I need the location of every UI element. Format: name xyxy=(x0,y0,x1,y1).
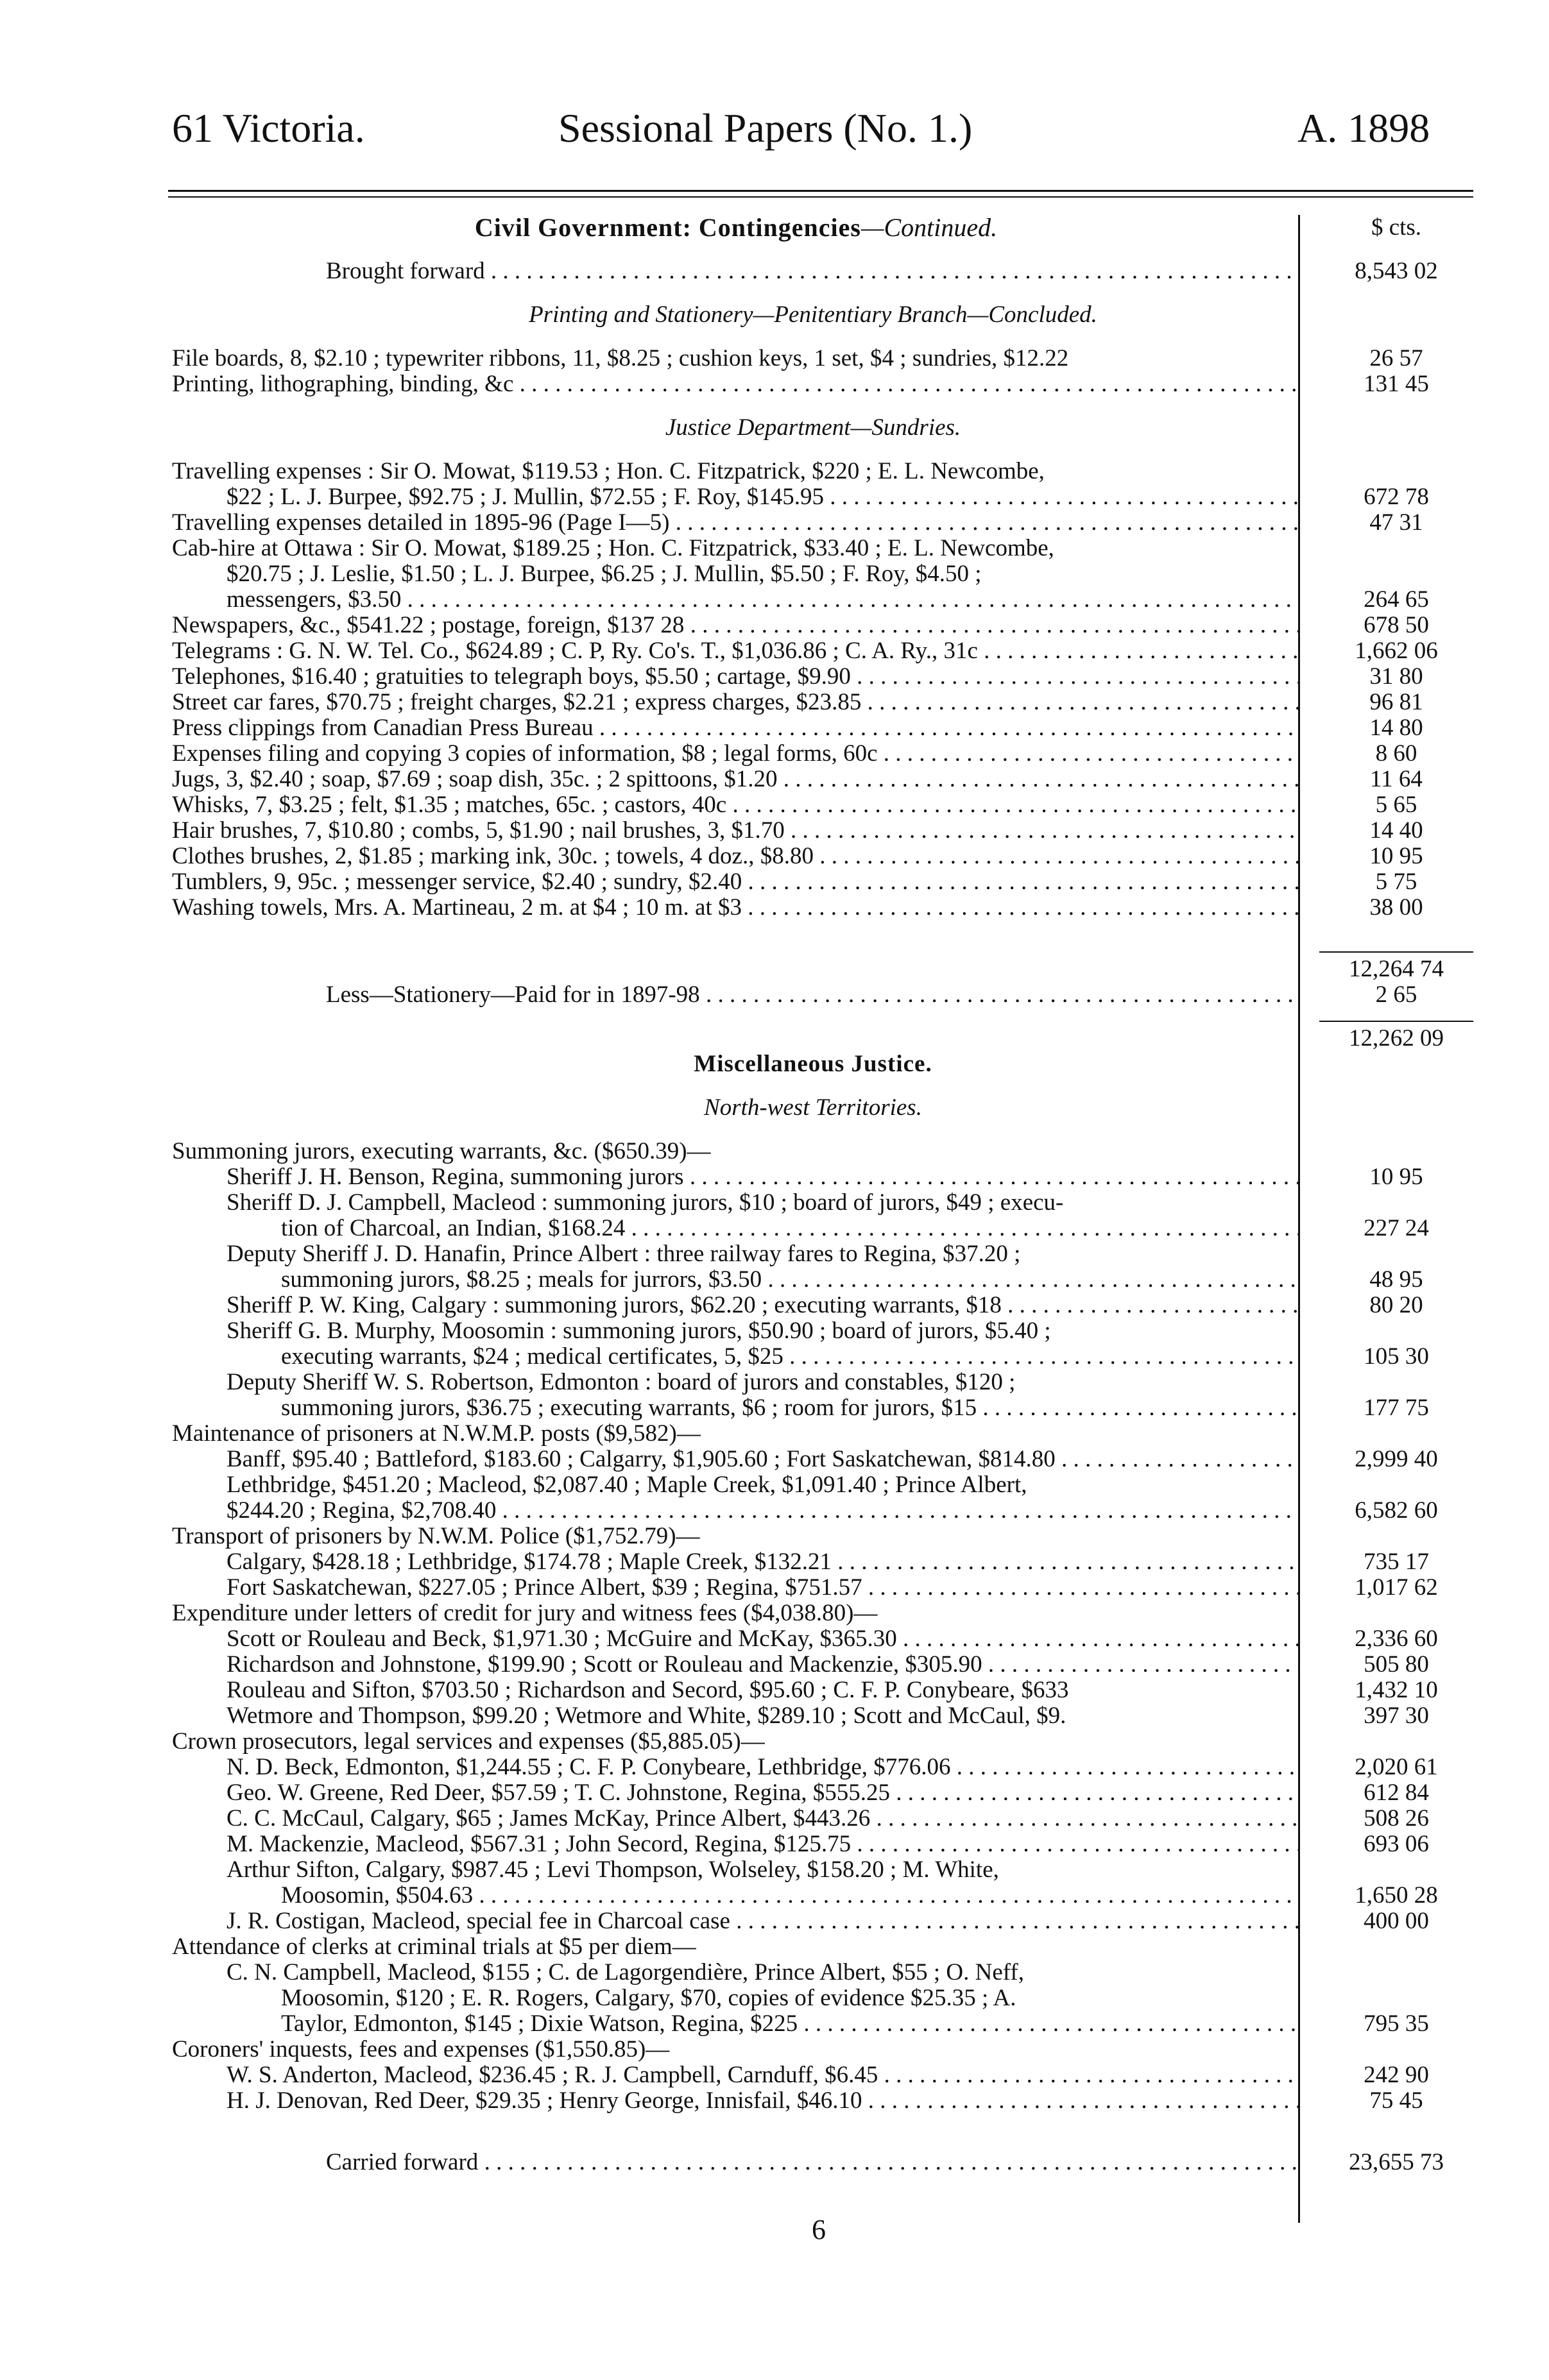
subheading: Miscellaneous Justice. xyxy=(694,1051,932,1077)
entry-text: executing warrants, $24 ; medical certificates, 5, $25 . . . xyxy=(281,1344,1300,1370)
ledger-row xyxy=(172,1395,1473,1421)
entry-text: Sheriff D. J. Campbell, Macleod : summoning jurors, $10 ; board of jurors, $49 ; execu- xyxy=(227,1190,1064,1216)
ledger-row xyxy=(172,1164,1473,1190)
ledger-row xyxy=(172,982,1473,1008)
ledger-row xyxy=(172,1190,1473,1216)
entry-amount: 1,662 06 xyxy=(1355,638,1438,664)
entry-text: Expenditure under letters of credit for jury and witness fees ($4,038.80)— xyxy=(172,1601,878,1626)
ledger-row xyxy=(172,484,1473,510)
entry-text: M. Mackenzie, Macleod, $567.31 ; John Secord, Regina, $125.75 . . . xyxy=(227,1832,1300,1857)
entry-amount: 264 65 xyxy=(1364,586,1429,613)
ledger-row xyxy=(172,561,1473,587)
entry-amount: 508 26 xyxy=(1364,1805,1429,1832)
entry-text: Deputy Sheriff J. D. Hanafin, Prince Albert : three railway fares to Regina, $37.20 ; xyxy=(227,1241,1021,1267)
entry-text: C. N. Campbell, Macleod, $155 ; C. de Lagorgendière, Prince Albert, $55 ; O. Neff, xyxy=(227,1960,1025,1985)
entry-text: Sheriff P. W. King, Calgary : summoning jurors, $62.20 ; executing warrants, $18 . . . xyxy=(227,1293,1300,1318)
entry-text: Wetmore and Thompson, $99.20 ; Wetmore and White, $289.10 ; Scott and McCaul, $9. xyxy=(227,1703,1066,1729)
entry-amount: 38 00 xyxy=(1369,894,1423,921)
entry-text: Street car fares, $70.75 ; freight charges, $2.21 ; express charges, $23.85 . . . xyxy=(172,690,1300,715)
entry-text: File boards, 8, $2.10 ; typewriter ribbons, 11, $8.25 ; cushion keys, 1 set, $4 ; sundries, $12.22 xyxy=(172,346,1069,371)
ledger-row xyxy=(172,2037,1473,2062)
entry-amount: 8,543 02 xyxy=(1355,258,1438,284)
ledger-row xyxy=(172,1729,1473,1755)
ledger-row xyxy=(172,1883,1473,1908)
entry-amount: 400 00 xyxy=(1364,1908,1429,1934)
entry-text: Telephones, $16.40 ; gratuities to telegraph boys, $5.50 ; cartage, $9.90 . . . xyxy=(172,664,1300,690)
entry-text: messengers, $3.50 . . . xyxy=(227,587,1300,613)
entry-amount: 131 45 xyxy=(1364,371,1429,397)
entry-amount: 75 45 xyxy=(1369,2087,1423,2114)
ledger-row xyxy=(172,1241,1473,1267)
entry-amount: 8 60 xyxy=(1375,740,1417,767)
ledger-row xyxy=(172,895,1473,921)
subheading: Justice Department—Sundries. xyxy=(665,415,961,441)
ledger-row xyxy=(172,741,1473,767)
currency-header: $ cts. xyxy=(1371,214,1422,241)
ledger-row xyxy=(172,1421,1473,1447)
entry-text: Crown prosecutors, legal services and expenses ($5,885.05)— xyxy=(172,1729,765,1755)
ledger-row xyxy=(172,371,1473,397)
entry-text: Coroners' inquests, fees and expenses ($1,550.85)— xyxy=(172,2037,670,2062)
entry-amount: 2,020 61 xyxy=(1355,1754,1438,1780)
entry-amount: 31 80 xyxy=(1369,663,1423,690)
header-title: Sessional Papers (No. 1.) xyxy=(558,105,973,151)
entry-amount: 678 50 xyxy=(1364,612,1429,638)
entry-text: Telegrams : G. N. W. Tel. Co., $624.89 ; C. P, Ry. Co's. T., $1,036.86 ; C. A. Ry., 31c . . . xyxy=(172,638,1300,664)
entry-text: Travelling expenses detailed in 1895-96 (Page I—5) . . . xyxy=(172,510,1300,536)
ledger-row xyxy=(172,1703,1473,1729)
ledger-row xyxy=(172,2150,1473,2175)
entry-text: Attendance of clerks at criminal trials at $5 per diem— xyxy=(172,1934,696,1960)
entry-text: Washing towels, Mrs. A. Martineau, 2 m. at $4 ; 10 m. at $3 . . . xyxy=(172,895,1300,921)
ledger-row xyxy=(172,664,1473,690)
ledger-row xyxy=(172,638,1473,664)
subheading-row xyxy=(172,1095,1473,1121)
entry-amount: 735 17 xyxy=(1364,1549,1429,1575)
entry-text: Transport of prisoners by N.W.M. Police ($1,752.79)— xyxy=(172,1524,700,1549)
subheading: North-west Territories. xyxy=(704,1095,922,1121)
ledger-row xyxy=(172,844,1473,869)
ledger-row xyxy=(172,1806,1473,1832)
entry-amount: 23,655 73 xyxy=(1349,2149,1444,2175)
entry-text: Arthur Sifton, Calgary, $987.45 ; Levi Thompson, Wolseley, $158.20 ; M. White, xyxy=(227,1857,999,1883)
subheading: Printing and Stationery—Penitentiary Branch—Concluded. xyxy=(529,302,1097,328)
entry-text: Fort Saskatchewan, $227.05 ; Prince Albert, $39 ; Regina, $751.57 . . . xyxy=(227,1575,1300,1601)
entry-amount: 397 30 xyxy=(1364,1703,1429,1729)
entry-amount: 80 20 xyxy=(1369,1292,1423,1318)
ledger-row xyxy=(172,715,1473,741)
entry-amount: 2,999 40 xyxy=(1355,1446,1438,1472)
entry-amount: 5 75 xyxy=(1375,869,1417,895)
ledger-row xyxy=(172,2011,1473,2037)
entry-text: Deputy Sheriff W. S. Robertson, Edmonton : board of jurors and constables, $120 ; xyxy=(227,1370,1016,1395)
entry-text: $244.20 ; Regina, $2,708.40 . . . xyxy=(227,1498,1300,1524)
subtotal-rule xyxy=(1319,951,1473,953)
ledger-row xyxy=(172,1472,1473,1498)
ledger-row xyxy=(172,869,1473,895)
ledger-row xyxy=(172,2088,1473,2114)
ledger-row xyxy=(172,767,1473,792)
ledger-row xyxy=(172,1678,1473,1703)
entry-text: Scott or Rouleau and Beck, $1,971.30 ; McGuire and McKay, $365.30 . . . xyxy=(227,1626,1300,1652)
header-year: A. 1898 xyxy=(1297,105,1430,151)
ledger-row xyxy=(172,1139,1473,1164)
ledger-row xyxy=(172,1601,1473,1626)
entry-text: Cab-hire at Ottawa : Sir O. Mowat, $189.25 ; Hon. C. Fitzpatrick, $33.40 ; E. L. Newcombe, xyxy=(172,536,1054,561)
entry-amount: 14 80 xyxy=(1369,715,1423,741)
ledger-table xyxy=(172,215,1473,2175)
ledger-row xyxy=(172,1960,1473,1985)
entry-text: Brought forward . . . xyxy=(326,259,1300,284)
page-number: 6 xyxy=(812,2214,826,2245)
ledger-row xyxy=(172,1370,1473,1395)
entry-amount: 1,650 28 xyxy=(1355,1882,1438,1908)
entry-text: Travelling expenses : Sir O. Mowat, $119.53 ; Hon. C. Fitzpatrick, $220 ; E. L. Newcombe, xyxy=(172,459,1045,484)
entry-amount: 6,582 60 xyxy=(1355,1497,1438,1524)
entry-text: Sheriff J. H. Benson, Regina, summoning jurors . . . xyxy=(227,1164,1300,1190)
entry-text: Geo. W. Greene, Red Deer, $57.59 ; T. C. Johnstone, Regina, $555.25 . . . xyxy=(227,1780,1300,1806)
entry-amount: 10 95 xyxy=(1369,843,1423,869)
entry-amount: 672 78 xyxy=(1364,484,1429,510)
ledger-row xyxy=(172,1832,1473,1857)
entry-amount: 2,336 60 xyxy=(1355,1626,1438,1652)
subheading-row xyxy=(172,302,1473,328)
entry-text: J. R. Costigan, Macleod, special fee in Charcoal case . . . xyxy=(227,1908,1300,1934)
ledger-row xyxy=(172,613,1473,638)
entry-amount: 10 95 xyxy=(1369,1164,1423,1190)
ledger-row xyxy=(172,1652,1473,1678)
ledger-row xyxy=(172,346,1473,371)
entry-text: C. C. McCaul, Calgary, $65 ; James McKay, Prince Albert, $443.26 . . . xyxy=(227,1806,1300,1832)
entry-text: W. S. Anderton, Macleod, $236.45 ; R. J. Campbell, Carnduff, $6.45 . . . xyxy=(227,2062,1300,2088)
ledger-row xyxy=(172,2062,1473,2088)
entry-text: Moosomin, $120 ; E. R. Rogers, Calgary, $70, copies of evidence $25.35 ; A. xyxy=(281,1985,1016,2011)
entry-amount: 26 57 xyxy=(1369,345,1423,371)
ledger-row xyxy=(172,1344,1473,1370)
ledger-row xyxy=(172,1498,1473,1524)
entry-text: Printing, lithographing, binding, &c . . . xyxy=(172,371,1300,397)
entry-text: summoning jurors, $36.75 ; executing warrants, $6 ; room for jurors, $15 . . . xyxy=(281,1395,1300,1421)
ledger-row xyxy=(172,690,1473,715)
entry-text: Expenses filing and copying 3 copies of information, $8 ; legal forms, 60c . . . xyxy=(172,741,1300,767)
subtotal-row xyxy=(172,956,1473,982)
entry-text: Newspapers, &c., $541.22 ; postage, foreign, $137 28 . . . xyxy=(172,613,1300,638)
entry-amount: 2 65 xyxy=(1375,982,1417,1008)
entry-amount: 693 06 xyxy=(1364,1831,1429,1857)
entry-amount: 96 81 xyxy=(1369,689,1423,715)
ledger-row xyxy=(172,1447,1473,1472)
ledger-row xyxy=(172,1524,1473,1549)
ledger-row xyxy=(172,459,1473,484)
ledger-row xyxy=(172,1626,1473,1652)
entry-text: Banff, $95.40 ; Battleford, $183.60 ; Calgarry, $1,905.60 ; Fort Saskatchewan, $814.80 . . . xyxy=(227,1447,1300,1472)
entry-text: Rouleau and Sifton, $703.50 ; Richardson and Secord, $95.60 ; C. F. P. Conybeare, $633 xyxy=(227,1678,1069,1703)
section-title: Civil Government: Contingencies xyxy=(474,215,861,242)
entry-amount: 5 65 xyxy=(1375,792,1417,818)
ledger-row xyxy=(172,1267,1473,1293)
ledger-row xyxy=(172,1216,1473,1241)
entry-text: Maintenance of prisoners at N.W.M.P. posts ($9,582)— xyxy=(172,1421,701,1447)
ledger-row xyxy=(172,1293,1473,1318)
header-rule-thin xyxy=(168,196,1473,198)
ledger-row xyxy=(172,1549,1473,1575)
entry-amount: 1,432 10 xyxy=(1355,1677,1438,1703)
section-title-row xyxy=(172,215,1473,241)
entry-text: N. D. Beck, Edmonton, $1,244.55 ; C. F. P. Conybeare, Lethbridge, $776.06 . . . xyxy=(227,1755,1300,1780)
subheading-row xyxy=(172,1051,1473,1077)
entry-amount: 177 75 xyxy=(1364,1395,1429,1421)
entry-text: Less—Stationery—Paid for in 1897-98 . . . xyxy=(326,982,1300,1008)
ledger-row xyxy=(172,1857,1473,1883)
entry-amount: 612 84 xyxy=(1364,1780,1429,1806)
entry-amount: 227 24 xyxy=(1364,1215,1429,1241)
entry-text: summoning jurors, $8.25 ; meals for jurrors, $3.50 . . . xyxy=(281,1267,1300,1293)
entry-amount: 1,017 62 xyxy=(1355,1574,1438,1601)
entry-text: Sheriff G. B. Murphy, Moosomin : summoning jurors, $50.90 ; board of jurors, $5.40 ; xyxy=(227,1318,1051,1344)
ledger-row xyxy=(172,587,1473,613)
ledger-row xyxy=(172,1780,1473,1806)
entry-text: Calgary, $428.18 ; Lethbridge, $174.78 ; Maple Creek, $132.21 . . . xyxy=(227,1549,1300,1575)
ledger-row xyxy=(172,792,1473,818)
entry-text: Carried forward . . . xyxy=(326,2150,1300,2175)
entry-text: Press clippings from Canadian Press Bureau . . . xyxy=(172,715,1300,741)
entry-amount: 47 31 xyxy=(1369,509,1423,536)
ledger-row xyxy=(172,1908,1473,1934)
entry-amount: 14 40 xyxy=(1369,817,1423,844)
header-session: 61 Victoria. xyxy=(172,105,365,151)
entry-amount: 795 35 xyxy=(1364,2010,1429,2037)
ledger-row xyxy=(172,1934,1473,1960)
entry-text: Whisks, 7, $3.25 ; felt, $1.35 ; matches, 65c. ; castors, 40c . . . xyxy=(172,792,1300,818)
subtotal-row xyxy=(172,1026,1473,1051)
ledger-row xyxy=(172,510,1473,536)
entry-amount: 105 30 xyxy=(1364,1343,1429,1370)
entry-text: $20.75 ; J. Leslie, $1.50 ; L. J. Burpee, $6.25 ; J. Mullin, $5.50 ; F. Roy, $4.50 ; xyxy=(227,561,982,587)
entry-text: Lethbridge, $451.20 ; Macleod, $2,087.40 ; Maple Creek, $1,091.40 ; Prince Albert, xyxy=(227,1472,1027,1498)
ledger-row xyxy=(172,259,1473,284)
subtotal-rule xyxy=(1319,1021,1473,1022)
ledger-row xyxy=(172,1755,1473,1780)
entry-amount: 11 64 xyxy=(1370,766,1423,792)
entry-text: Richardson and Johnstone, $199.90 ; Scott or Rouleau and Mackenzie, $305.90 . . . xyxy=(227,1652,1300,1678)
entry-amount: 48 95 xyxy=(1369,1266,1423,1293)
entry-text: $22 ; L. J. Burpee, $92.75 ; J. Mullin, $72.55 ; F. Roy, $145.95 . . . xyxy=(227,484,1300,510)
entry-text: Moosomin, $504.63 . . . xyxy=(281,1883,1300,1908)
section-title-continued: —Continued. xyxy=(860,215,998,242)
subtotal-amount: 12,262 09 xyxy=(1349,1025,1444,1051)
entry-text: tion of Charcoal, an Indian, $168.24 . . . xyxy=(281,1216,1300,1241)
ledger-row xyxy=(172,818,1473,844)
entry-amount: 242 90 xyxy=(1364,2062,1429,2088)
ledger-row xyxy=(172,1985,1473,2011)
entry-text: Clothes brushes, 2, $1.85 ; marking ink, 30c. ; towels, 4 doz., $8.80 . . . xyxy=(172,844,1300,869)
ledger-row xyxy=(172,536,1473,561)
entry-text: Hair brushes, 7, $10.80 ; combs, 5, $1.90 ; nail brushes, 3, $1.70 . . . xyxy=(172,818,1300,844)
ledger-row xyxy=(172,1318,1473,1344)
ledger-row xyxy=(172,1575,1473,1601)
entry-text: Jugs, 3, $2.40 ; soap, $7.69 ; soap dish, 35c. ; 2 spittoons, $1.20 . . . xyxy=(172,767,1300,792)
entry-text: Tumblers, 9, 95c. ; messenger service, $2.40 ; sundry, $2.40 . . . xyxy=(172,869,1300,895)
entry-text: H. J. Denovan, Red Deer, $29.35 ; Henry George, Innisfail, $46.10 . . . xyxy=(227,2088,1300,2114)
entry-text: Summoning jurors, executing warrants, &c. ($650.39)— xyxy=(172,1139,711,1164)
subheading-row xyxy=(172,415,1473,441)
entry-amount: 505 80 xyxy=(1364,1651,1429,1678)
header-rule-thick xyxy=(168,190,1473,192)
subtotal-amount: 12,264 74 xyxy=(1349,956,1444,982)
entry-text: Taylor, Edmonton, $145 ; Dixie Watson, Regina, $225 . . . xyxy=(281,2011,1300,2037)
